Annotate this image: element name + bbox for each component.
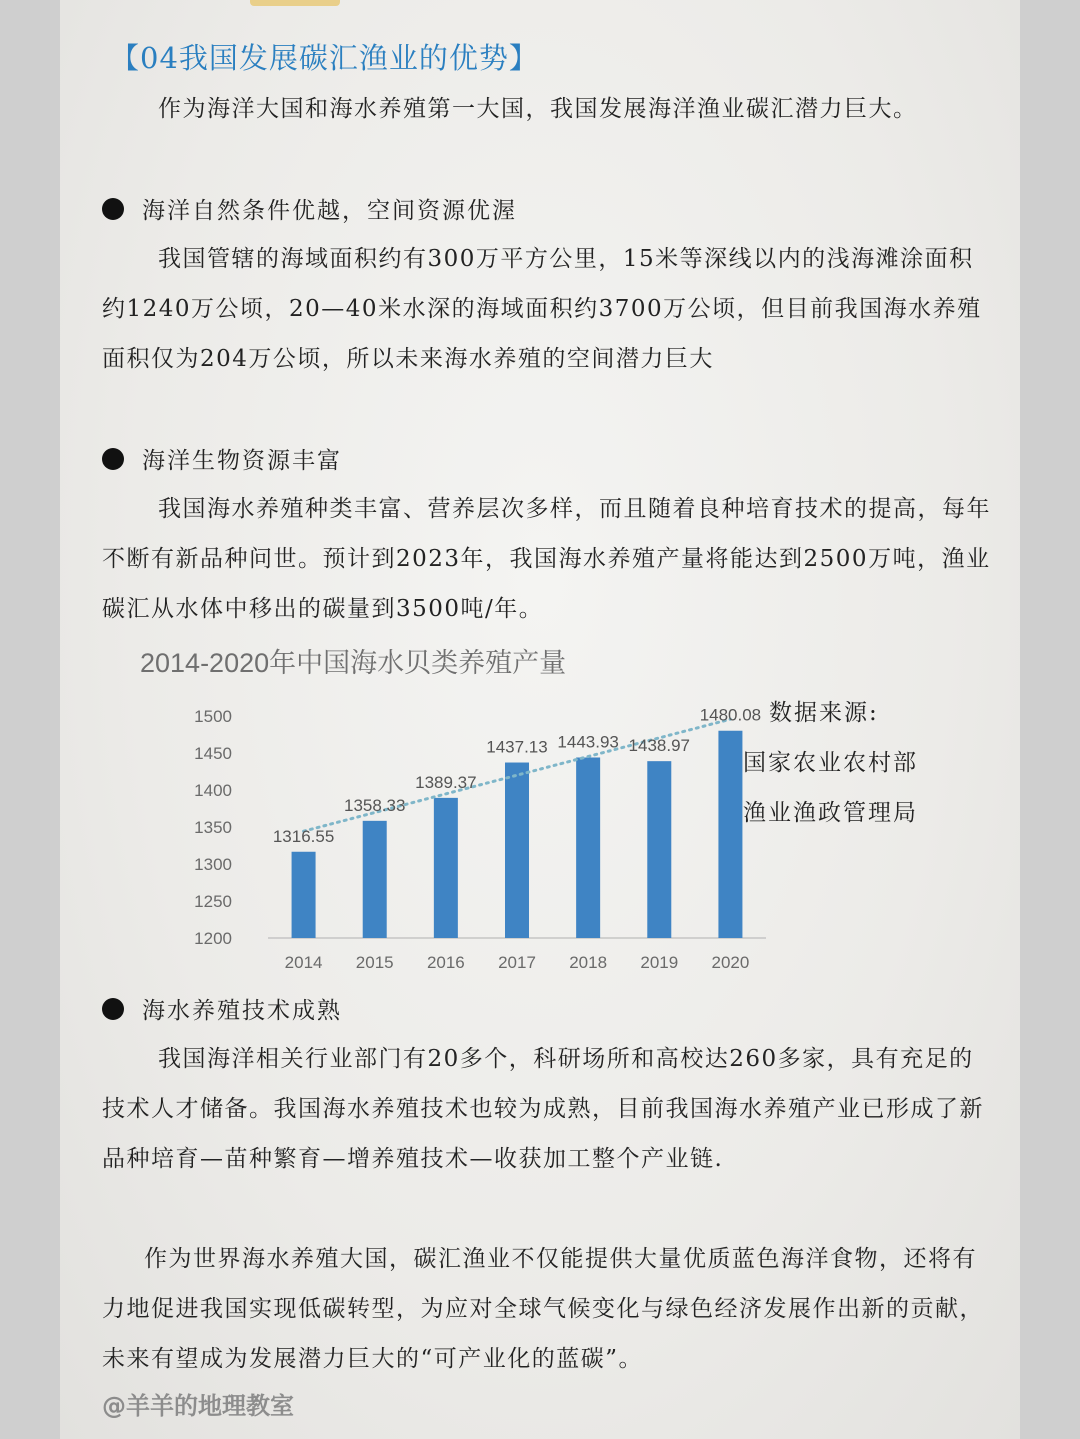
data-label: 1316.55 bbox=[272, 826, 335, 846]
x-tick-label: 2015 bbox=[355, 953, 394, 972]
section-heading-1 bbox=[102, 192, 517, 225]
y-axis-ticks bbox=[194, 707, 232, 948]
source-line-1: 国家农业农村部 bbox=[743, 750, 918, 776]
bullet-dot-icon bbox=[102, 198, 124, 220]
watermark: @羊羊的地理教室 bbox=[102, 1392, 294, 1420]
y-tick-label: 1500 bbox=[194, 707, 232, 726]
data-label: 1443.93 bbox=[557, 732, 619, 752]
page-title: 【04我国发展碳汇渔业的优势】 bbox=[110, 41, 539, 75]
chart-title: 2014-2020年中国海水贝类养殖产量 bbox=[140, 648, 567, 678]
data-label: 1480.08 bbox=[699, 705, 762, 725]
data-label: 1389.37 bbox=[415, 772, 477, 792]
y-tick-label: 1250 bbox=[194, 892, 232, 911]
section-heading-text: 海洋自然条件优越，空间资源优渥 bbox=[142, 198, 517, 224]
x-tick-label: 2018 bbox=[569, 953, 608, 972]
bar bbox=[505, 763, 529, 938]
y-tick-label: 1350 bbox=[194, 818, 232, 837]
source-label: 数据来源: bbox=[769, 700, 879, 726]
bar bbox=[647, 761, 671, 938]
conclusion-paragraph: 作为世界海水养殖大国，碳汇渔业不仅能提供大量优质蓝色海洋食物，还将有力地促进我国实现低碳转型，为应对全球气候变化与绿色经济发展作出新的贡献，未来有望成为发展潜力巨大的“可产业化的蓝碳”。 bbox=[102, 1246, 984, 1372]
y-tick-label: 1400 bbox=[194, 781, 232, 800]
bar bbox=[434, 798, 458, 938]
x-tick-label: 2016 bbox=[426, 953, 465, 972]
source-line-2: 渔业渔政管理局 bbox=[743, 800, 918, 826]
section-body-1: 我国管辖的海域面积约有300万平方公里，15米等深线以内的浅海滩涂面积约1240万公顷，20—40米水深的海域面积约3700万公顷，但目前我国海水养殖面积仅为204万公顷，所以未来海水养殖的空间潜力巨大 bbox=[102, 246, 982, 372]
data-label: 1358.33 bbox=[343, 795, 406, 815]
top-decoration bbox=[250, 0, 340, 6]
section-heading-3 bbox=[102, 992, 342, 1025]
x-tick-label: 2019 bbox=[640, 953, 679, 972]
bars bbox=[292, 731, 743, 938]
section-heading-text: 海水养殖技术成熟 bbox=[142, 998, 342, 1024]
section-body-3: 我国海洋相关行业部门有20多个，科研场所和高校达260多家，具有充足的技术人才储备。我国海水养殖技术也较为成熟，目前我国海水养殖产业已形成了新品种培育—苗种繁育—增养殖技术—收获加工整个产业链. bbox=[102, 1046, 984, 1172]
page bbox=[60, 0, 1020, 1439]
bar bbox=[576, 757, 600, 938]
y-tick-label: 1200 bbox=[194, 929, 232, 948]
bullet-dot-icon bbox=[102, 448, 124, 470]
chart-svg bbox=[120, 640, 780, 985]
x-axis-ticks bbox=[285, 953, 750, 972]
bar bbox=[292, 852, 316, 938]
x-tick-label: 2020 bbox=[711, 953, 750, 972]
intro-paragraph: 作为海洋大国和海水养殖第一大国，我国发展海洋渔业碳汇潜力巨大。 bbox=[158, 96, 918, 122]
data-source bbox=[743, 688, 918, 838]
y-tick-label: 1300 bbox=[194, 855, 232, 874]
x-tick-label: 2014 bbox=[284, 953, 323, 972]
data-label: 1437.13 bbox=[486, 737, 548, 757]
section-heading-text: 海洋生物资源丰富 bbox=[142, 448, 342, 474]
section-heading-2 bbox=[102, 442, 342, 475]
bullet-dot-icon bbox=[102, 998, 124, 1020]
bar bbox=[363, 821, 387, 938]
x-tick-label: 2017 bbox=[498, 953, 536, 972]
section-body-2: 我国海水养殖种类丰富、营养层次多样，而且随着良种培育技术的提高，每年不断有新品种问世。预计到2023年，我国海水养殖产量将能达到2500万吨，渔业碳汇从水体中移出的碳量到3500吨/年。 bbox=[102, 496, 991, 622]
bar-chart bbox=[120, 640, 780, 985]
y-tick-label: 1450 bbox=[194, 744, 232, 763]
bar bbox=[718, 731, 742, 938]
data-label: 1438.97 bbox=[628, 736, 691, 756]
